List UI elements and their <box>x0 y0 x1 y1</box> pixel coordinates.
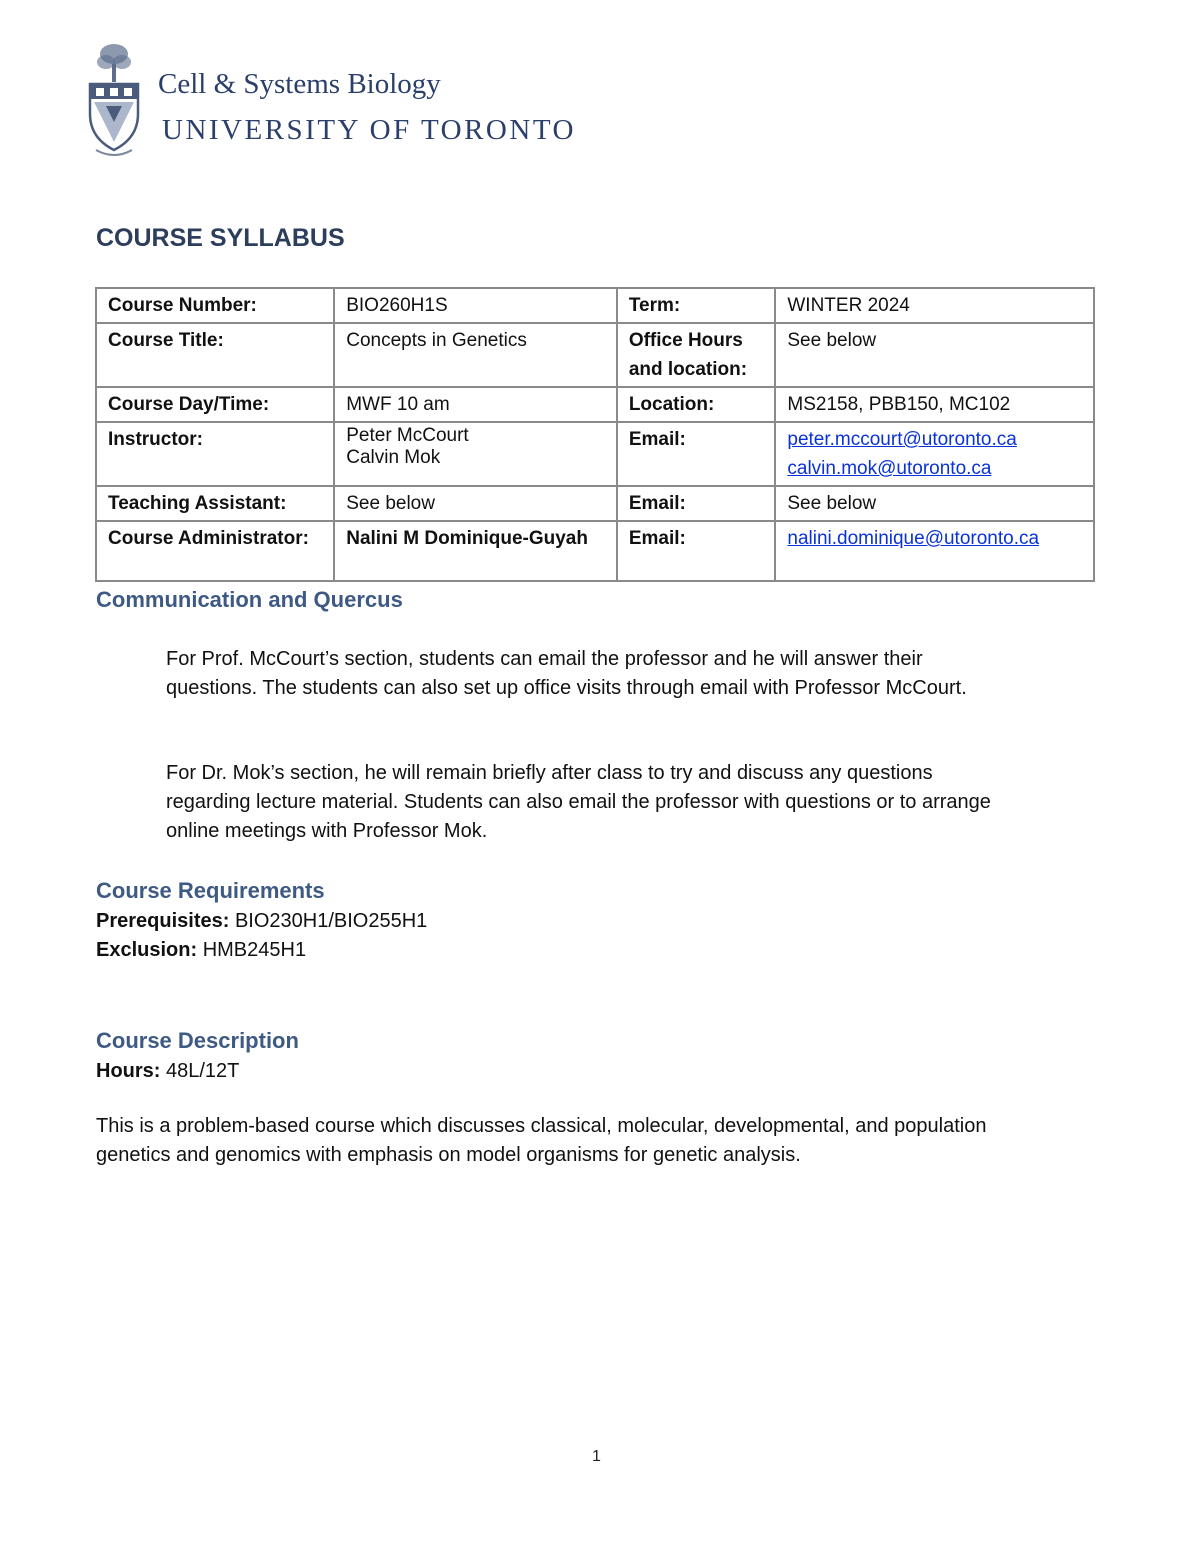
instructor-name: Calvin Mok <box>346 447 441 468</box>
label-course-title: Course Title: <box>96 323 334 387</box>
instructor-name: Peter McCourt <box>346 425 469 446</box>
value-ta-email: See below <box>775 486 1094 521</box>
exclusion-value: HMB245H1 <box>197 939 307 961</box>
course-description-text: This is a problem-based course which discusses classical, molecular, developmental, and population genetics and genomics with emphasis on model organisms for genetic analysis. <box>96 1115 987 1166</box>
table-row <box>96 387 1094 422</box>
value-location: MS2158, PBB150, MC102 <box>775 387 1094 422</box>
label-email: Email: <box>617 521 776 581</box>
value-course-title: Concepts in Genetics <box>334 323 617 387</box>
table-row <box>96 288 1094 323</box>
label-email: Email: <box>617 486 776 521</box>
hours-label: Hours: <box>96 1060 161 1082</box>
value-course-number: BIO260H1S <box>334 288 617 323</box>
label-teaching-assistant: Teaching Assistant: <box>96 486 334 521</box>
prerequisites-value: BIO230H1/BIO255H1 <box>229 910 428 932</box>
prerequisites-label: Prerequisites: <box>96 910 230 932</box>
table-row <box>96 486 1094 521</box>
label-course-day-time: Course Day/Time: <box>96 387 334 422</box>
label-location: Location: <box>617 387 776 422</box>
value-course-administrator: Nalini M Dominique-Guyah <box>334 521 617 581</box>
paragraph-mok: For Dr. Mok’s section, he will remain briefly after class to try and discuss any questions regarding lecture material. Students can also email the professor with questions or to arrange online meetings with Professor Mok. <box>166 762 991 842</box>
exclusion-line <box>96 936 306 965</box>
university-crest-logo <box>84 42 144 162</box>
table-row <box>96 422 1094 486</box>
label-course-administrator: Course Administrator: <box>96 521 334 581</box>
email-link-admin[interactable]: nalini.dominique@utoronto.ca <box>787 528 1040 549</box>
section-heading-description: Course Description <box>96 1028 299 1053</box>
email-link-mccourt[interactable]: peter.mccourt@utoronto.ca <box>787 429 1017 450</box>
prerequisites-line <box>96 907 427 936</box>
exclusion-label: Exclusion: <box>96 939 198 961</box>
label-term: Term: <box>617 288 776 323</box>
label-course-number: Course Number: <box>96 288 334 323</box>
label-instructor: Instructor: <box>96 422 334 486</box>
value-admin-email <box>775 521 1094 581</box>
value-term: WINTER 2024 <box>775 288 1094 323</box>
university-name: UNIVERSITY OF TORONTO <box>162 114 576 146</box>
page-number: 1 <box>592 1448 601 1465</box>
department-name: Cell & Systems Biology <box>158 68 441 100</box>
table-row <box>96 521 1094 581</box>
value-teaching-assistant: See below <box>334 486 617 521</box>
course-info-table <box>95 287 1095 582</box>
hours-line <box>96 1057 239 1086</box>
hours-value: 48L/12T <box>160 1060 240 1082</box>
paragraph-mccourt: For Prof. McCourt’s section, students can email the professor and he will answer their questions. The students can also set up office visits through email with Professor McCourt. <box>166 648 967 699</box>
value-course-day-time: MWF 10 am <box>334 387 617 422</box>
section-heading-communication: Communication and Quercus <box>96 587 403 612</box>
label-office-hours: Office Hours and location: <box>617 323 776 387</box>
label-email: Email: <box>617 422 776 486</box>
email-link-mok[interactable]: calvin.mok@utoronto.ca <box>787 458 992 479</box>
value-instructor-emails <box>775 422 1094 486</box>
table-row <box>96 323 1094 387</box>
value-office-hours: See below <box>775 323 1094 387</box>
section-heading-requirements: Course Requirements <box>96 878 325 903</box>
document-title: COURSE SYLLABUS <box>96 224 345 252</box>
value-instructors <box>334 422 617 486</box>
